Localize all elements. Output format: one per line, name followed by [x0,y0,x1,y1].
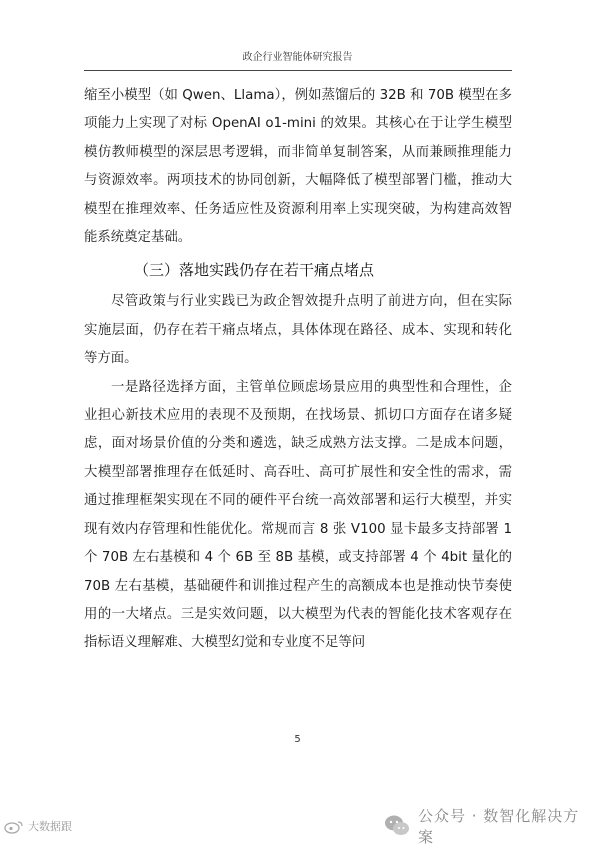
corner-watermark-text: 大数据跟 [28,820,72,833]
corner-watermark [4,818,72,834]
page-body [84,82,512,658]
wechat-icon [384,813,410,839]
running-header: 政企行业智能体研究报告 [242,52,353,63]
page-number: 5 [294,734,301,745]
section-heading: （三）落地实践仍存在若干痛点堵点 [134,261,375,280]
paragraph-pain-points-detail: 一是路径选择方面，主管单位顾虑场景应用的典型性和合理性，企业担心新技术应用的表现不及预期，在找场景、抓切口方面存在诸多疑虑，面对场景价值的分类和遴选，缺乏成熟方法支撑。二是成本问题，大模型部署推理存在低延时、高吞吐、高可扩展性和安全性的需求，需通过推理框架实现在不同的硬件平台统一高效部署和运行大模型，并实现有效内存管理和性能优化。常规而言 8 张 V100 显卡最多支持部署 1 个 70B 左右基模和 4 个 6B 至 8B 基模，或支持部署 4 个 4bit 量化的 70B 左右基模，基础硬件和训推过程产生的高额成本也是推动快节奏使用的一大堵点。三是实效问题，以大模型为代表的智能化技术客观存在指标语义理解难、大模型幻觉和专业度不足等问 [84,379,512,651]
watermark-text: 公众号 · 数智化解决方案 [418,807,580,846]
weibo-icon [4,819,24,833]
header-divider [84,70,512,71]
paragraph-distillation: 缩至小模型（如 Qwen、Llama），例如蒸馏后的 32B 和 70B 模型在多项能力上实现了对标 OpenAI o1-mini 的效果。其核心在于让学生模型模仿教师模型的深层思考逻辑，而非简单复制答案，从而兼顾推理能力与资源效率。两项技术的协同创新，大幅降低了模型部署门槛，推动大模型在推理效率、任务适应性及资源利用率上实现突破，为构建高效智能系统奠定基础。 [84,88,512,246]
paragraph-pain-points-intro: 尽管政策与行业实践已为政企智效提升点明了前进方向，但在实际实施层面，仍存在若干痛点堵点，具体体现在路径、成本、实现和转化等方面。 [84,294,512,367]
